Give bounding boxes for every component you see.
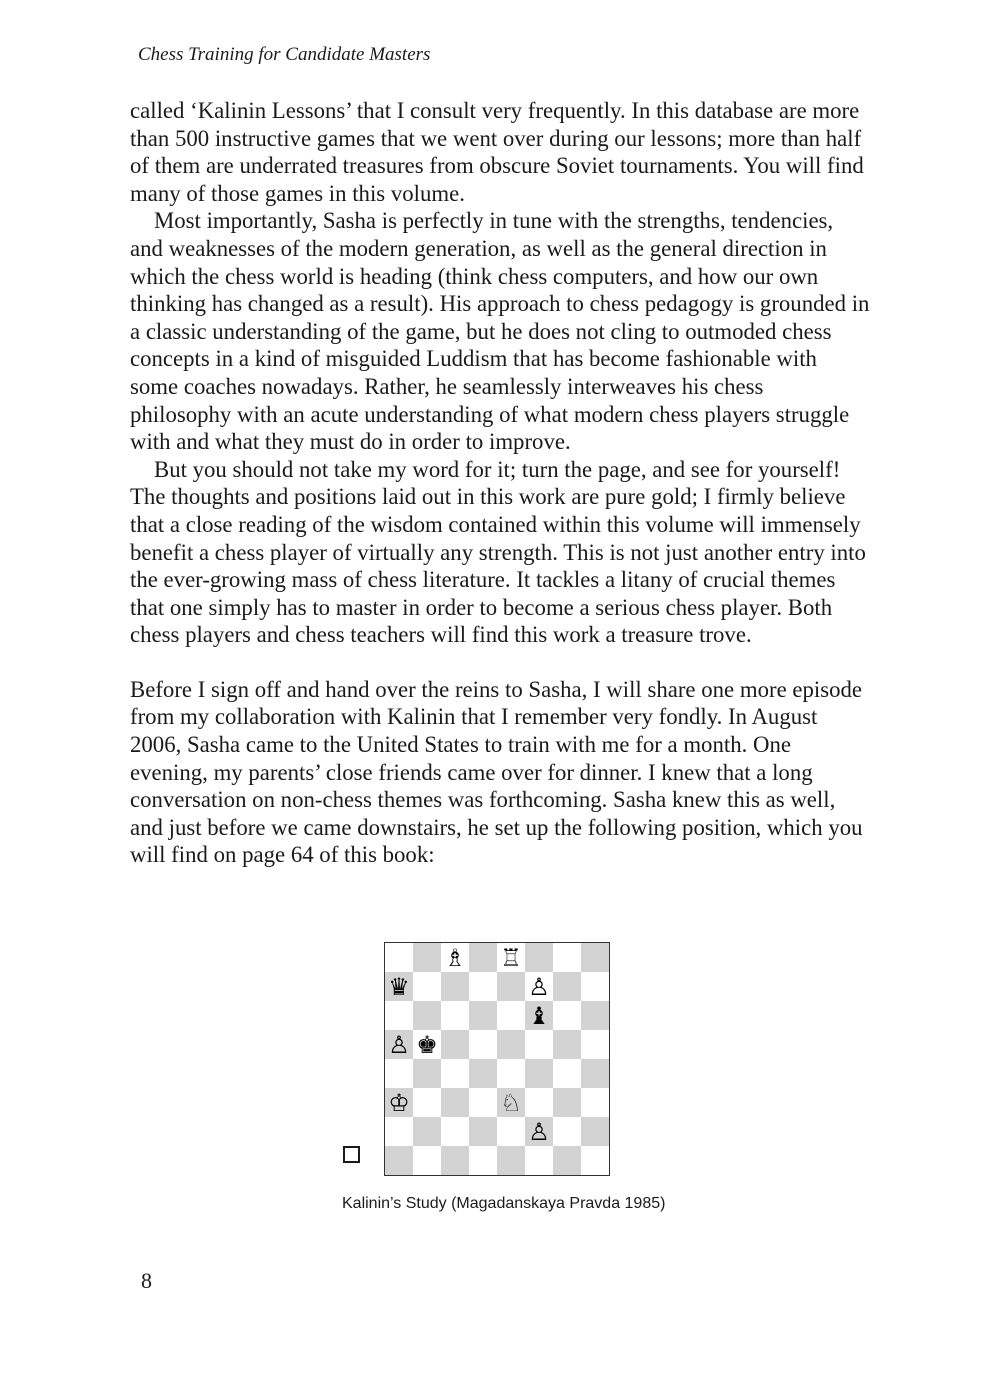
board-square bbox=[413, 943, 441, 972]
board-square bbox=[413, 1146, 441, 1175]
board-square bbox=[553, 1030, 581, 1059]
board-square bbox=[385, 1146, 413, 1175]
board-square bbox=[413, 1117, 441, 1146]
board-square bbox=[469, 1117, 497, 1146]
board-square bbox=[581, 1001, 609, 1030]
board-square: ♗ bbox=[441, 943, 469, 972]
board-square bbox=[553, 1001, 581, 1030]
paragraph: But you should not take my word for it; turn the page, and see for yourself! The thoughts and positions laid out in this work are pure gold; I firmly believe that a close reading of the wisdom contained within this volume will immensely benefit a chess player of virtually any strength. This is not just another entry into the ever-growing mass of chess literature. It tackles a litany of crucial themes that one simply has to master in order to become a serious chess player. Both chess players and chess teachers will find this work a treasure trove. bbox=[130, 456, 866, 648]
board-square bbox=[469, 1030, 497, 1059]
board-square bbox=[581, 943, 609, 972]
board-square bbox=[525, 1088, 553, 1117]
board-square bbox=[497, 1030, 525, 1059]
board-square bbox=[497, 1117, 525, 1146]
board-square bbox=[497, 1059, 525, 1088]
white-to-move-icon bbox=[343, 1146, 360, 1163]
paragraph: Most importantly, Sasha is perfectly in tune with the strengths, tendencies, and weaknesses of the modern generation, as well as the general direction in which the chess world is heading (think chess computers, and how our own thinking has changed as a result). His approach to chess pedagogy is grounded in a classic understanding of the game, but he does not cling to outmoded chess concepts in a kind of misguided Luddism that has become fashionable with some coaches nowadays. Rather, he seamlessly interweaves his chess philosophy with an acute understanding of what modern chess players struggle with and what they must do in order to improve. bbox=[130, 208, 870, 455]
board-square: ♘ bbox=[497, 1088, 525, 1117]
board-square: ♝ bbox=[525, 1001, 553, 1030]
board-square bbox=[413, 1001, 441, 1030]
board-square bbox=[553, 972, 581, 1001]
board-square: ♙ bbox=[525, 972, 553, 1001]
board-square bbox=[385, 1059, 413, 1088]
board-square bbox=[469, 1001, 497, 1030]
board-square: ♔ bbox=[385, 1088, 413, 1117]
board-square bbox=[525, 1059, 553, 1088]
body-text bbox=[130, 97, 870, 869]
board-square bbox=[441, 1001, 469, 1030]
board-square bbox=[441, 1030, 469, 1059]
board-square bbox=[581, 972, 609, 1001]
board-square bbox=[469, 1059, 497, 1088]
board-square bbox=[525, 1146, 553, 1175]
board-square: ♛ bbox=[385, 972, 413, 1001]
board-square bbox=[553, 1088, 581, 1117]
board-square: ♚ bbox=[413, 1030, 441, 1059]
board-square bbox=[553, 1146, 581, 1175]
board-square bbox=[441, 1117, 469, 1146]
board-square bbox=[413, 1059, 441, 1088]
board-square bbox=[497, 1001, 525, 1030]
paragraph: called ‘Kalinin Lessons’ that I consult very frequently. In this database are more than 500 instructive games that we went over during our lessons; more than half of them are underrated treasures from obscure Soviet tournaments. You will find many of those games in this volume. bbox=[130, 98, 864, 206]
board-square bbox=[553, 943, 581, 972]
board-square bbox=[413, 972, 441, 1001]
board-square bbox=[441, 1146, 469, 1175]
board-square bbox=[385, 1001, 413, 1030]
board-square: ♙ bbox=[525, 1117, 553, 1146]
diagram-caption: Kalinin’s Study (Magadanskaya Pravda 1985) bbox=[342, 1195, 666, 1212]
board-square: ♖ bbox=[497, 943, 525, 972]
board-square bbox=[581, 1030, 609, 1059]
board-square bbox=[581, 1117, 609, 1146]
board-square bbox=[441, 972, 469, 1001]
board-square bbox=[581, 1146, 609, 1175]
board-square bbox=[413, 1088, 441, 1117]
board-square bbox=[497, 1146, 525, 1175]
board-square bbox=[469, 943, 497, 972]
board-square bbox=[553, 1059, 581, 1088]
board-square bbox=[525, 943, 553, 972]
paragraph: Before I sign off and hand over the reins to Sasha, I will share one more episode from my collaboration with Kalinin that I remember very fondly. In August 2006, Sasha came to the United States to train with me for a month. One evening, my parents’ close friends came over for dinner. I knew that a long conversation on non-chess themes was forthcoming. Sasha knew this as well, and just before we came downstairs, he set up the following position, which you will find on page 64 of this book: bbox=[130, 676, 863, 868]
board-square bbox=[385, 943, 413, 972]
board-square bbox=[581, 1059, 609, 1088]
board-square bbox=[441, 1059, 469, 1088]
page-number: 8 bbox=[141, 1268, 152, 1293]
board-square: ♙ bbox=[385, 1030, 413, 1059]
running-head: Chess Training for Candidate Masters bbox=[138, 44, 431, 65]
board-square bbox=[385, 1117, 413, 1146]
board-square bbox=[469, 1146, 497, 1175]
board-square bbox=[469, 1088, 497, 1117]
board-square bbox=[553, 1117, 581, 1146]
board-square bbox=[581, 1088, 609, 1117]
board-square bbox=[469, 972, 497, 1001]
board-square bbox=[497, 972, 525, 1001]
board-square bbox=[525, 1030, 553, 1059]
chess-diagram bbox=[384, 942, 610, 1176]
board-square bbox=[441, 1088, 469, 1117]
